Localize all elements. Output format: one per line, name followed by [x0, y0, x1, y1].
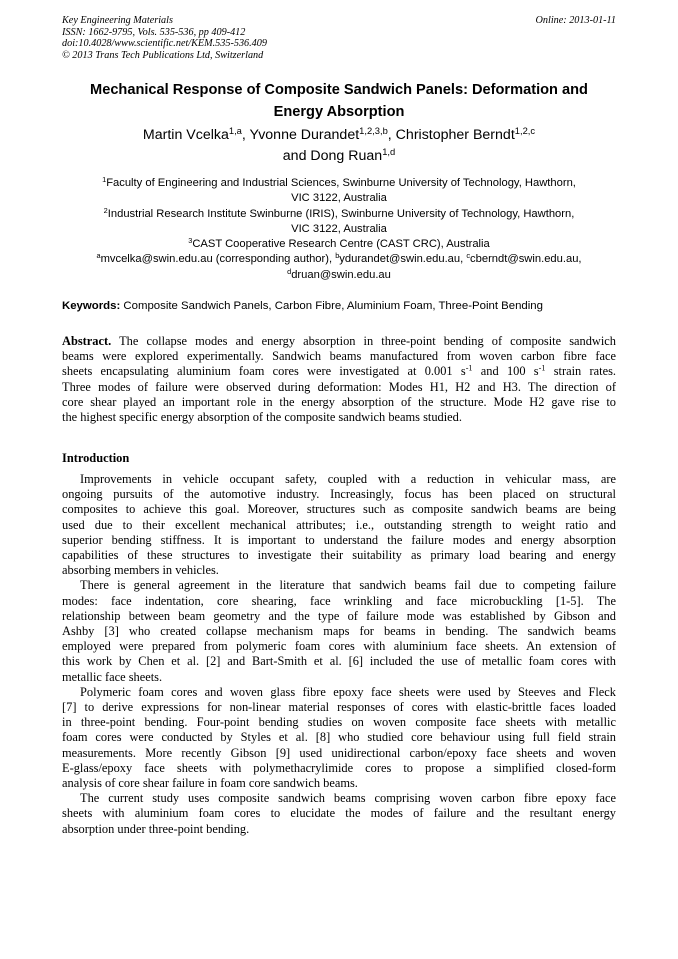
paper-title — [62, 79, 616, 123]
abstract — [62, 334, 616, 425]
affil-text: Faculty of Engineering and Industrial Sciences, Swinburne University of Technology, Hawthorn, — [106, 177, 576, 189]
abstract-line: Three modes of failure were observed during deformation: Modes H1, H2 and H3. The direction of — [62, 379, 616, 394]
author-name: , Christopher Berndt — [387, 127, 515, 143]
email-address: mvcelka@swin.edu.au (corresponding author), — [100, 253, 336, 266]
affil-text: CAST Cooperative Research Centre (CAST CRC), Australia — [192, 238, 490, 251]
abstract-label: Abstract. — [62, 334, 112, 348]
author-list — [62, 125, 616, 167]
paragraph-4: The current study uses composite sandwich beams comprising woven carbon fibre epoxy face sheets with aluminium foam cores to elucidate the modes of failure and the resultant energy absorption under three-point bending. — [62, 791, 616, 836]
email-sup: d — [287, 266, 292, 276]
affiliation-1-line-2: VIC 3122, Australia — [291, 192, 387, 205]
email-line-2 — [62, 268, 616, 283]
author-name: , Yvonne Durandet — [241, 127, 360, 143]
journal-name: Key Engineering Materials — [62, 15, 173, 26]
email-line-1 — [62, 252, 616, 267]
introduction-heading: Introduction — [62, 451, 130, 465]
affil-text: Industrial Research Institute Swinburne (IRIS), Swinburne University of Technology, Hawthorn, — [107, 207, 575, 220]
author-name: and Dong Ruan — [282, 148, 383, 164]
online-date: Online: 2013-01-11 — [535, 15, 616, 26]
affil-sup: 3 — [188, 236, 193, 246]
affil-sup: 2 — [103, 205, 108, 215]
affil-sup: 1 — [102, 174, 107, 184]
author-line-2 — [62, 146, 616, 167]
affiliations — [62, 176, 616, 283]
email-address: cberndt@swin.edu.au, — [470, 253, 582, 266]
paragraph-2: There is general agreement in the literature that sandwich beams fail due to competing failure modes: face indentation, core shearing, face wrinkling and face microbuckling [1-5]. The relationship between beam geometry and the type of failure mode was established by Gibson and Ashby [3] who created collapse mechanism maps for beams in bending. The sandwich beams employed were prepared from polymeric foam cores with aluminium face sheets. An extension of this work by Chen et al. [2] and Bart-Smith et al. [6] included the use of metallic foam cores with metallic face sheets. — [62, 578, 616, 684]
affiliation-2-line-2: VIC 3122, Australia — [291, 222, 387, 235]
introduction-body — [62, 472, 616, 837]
copyright-line: © 2013 Trans Tech Publications Ltd, Switzerland — [62, 49, 264, 61]
abstract-line: sheets encapsulating aluminium foam cores were investigated at 0.001 $s^{-1}$ and 100 $s^{-1}$ strain rates. — [62, 363, 616, 379]
keywords — [62, 299, 616, 314]
author-name: Martin Vcelka — [142, 127, 229, 143]
issn-line: ISSN: 1662-9795, Vols. 535-536, pp 409-412 — [62, 26, 246, 38]
author-affil-sup: 1,2,3,b — [359, 125, 388, 136]
abstract-line: core shear played an important role in the energy absorption of the structure. Mode H2 gave rise to — [62, 394, 616, 409]
title-line-1: Mechanical Response of Composite Sandwich Panels: Deformation and — [90, 82, 588, 98]
abstract-line: beams were explored experimentally. Sandwich beams manufactured from woven carbon fibre face — [62, 349, 616, 364]
email-address: ydurandet@swin.edu.au, — [339, 253, 467, 266]
paragraph-3: Polymeric foam cores and woven glass fibre epoxy face sheets were used by Steeves and Fleck [7] to derive expressions for non-linear material responses of cores with elastic-brittle faces loaded in three-point bending. Four-point bending studies on woven composite face sheets with metallic foam cores were conducted by Styles et al. [8] who studied core behaviour using full field strain measurements. More recently Gibson [9] used unidirectional carbon/epoxy face sheets and woven E-glass/epoxy face sheets with polymethacrylimide cores to propose a simplified closed-form analysis of core shear failure in foam core sandwich beams. — [62, 684, 616, 791]
email-sup: c — [466, 251, 471, 261]
running-header — [62, 15, 616, 61]
abstract-line: Abstract. The collapse modes and energy absorption in three-point bending of composite sandwich — [62, 334, 616, 348]
abstract-line: the highest specific energy absorption of the composite sandwich beams studied. — [62, 410, 462, 425]
affiliation-1-line-1 — [62, 176, 616, 191]
keywords-text: Composite Sandwich Panels, Carbon Fibre, Aluminium Foam, Three-Point Bending — [120, 300, 543, 312]
paragraph-1: Improvements in vehicle occupant safety, coupled with a reduction in vehicular mass, are ongoing pursuits of the automotive industry. Increasingly, focus has been placed on structural composites to achieve this goal. Moreover, structures such as composite sandwich beams are being used due to their excellent mechanical attributes; i.e., outstanding strength to weight ratio and superior bending stiffness. It is important to understand the failure modes and energy absorption capabilities of these structures to investigate their suitability as primary load bearing and energy absorbing members in vehicles. — [62, 472, 616, 578]
email-sup: b — [335, 251, 340, 261]
email-address: druan@swin.edu.au — [291, 268, 391, 281]
email-sup: a — [96, 251, 101, 261]
author-affil-sup: 1,2,c — [514, 125, 536, 136]
author-line-1 — [62, 125, 616, 146]
doi-line: doi:10.4028/www.scientific.net/KEM.535-536.409 — [62, 38, 267, 50]
author-affil-sup: 1,a — [228, 125, 242, 136]
author-affil-sup: 1,d — [382, 146, 396, 157]
keywords-label: Keywords: — [62, 300, 121, 312]
affiliation-3 — [62, 237, 616, 252]
title-line-2: Energy Absorption — [273, 104, 405, 120]
affiliation-2-line-1 — [62, 207, 616, 222]
